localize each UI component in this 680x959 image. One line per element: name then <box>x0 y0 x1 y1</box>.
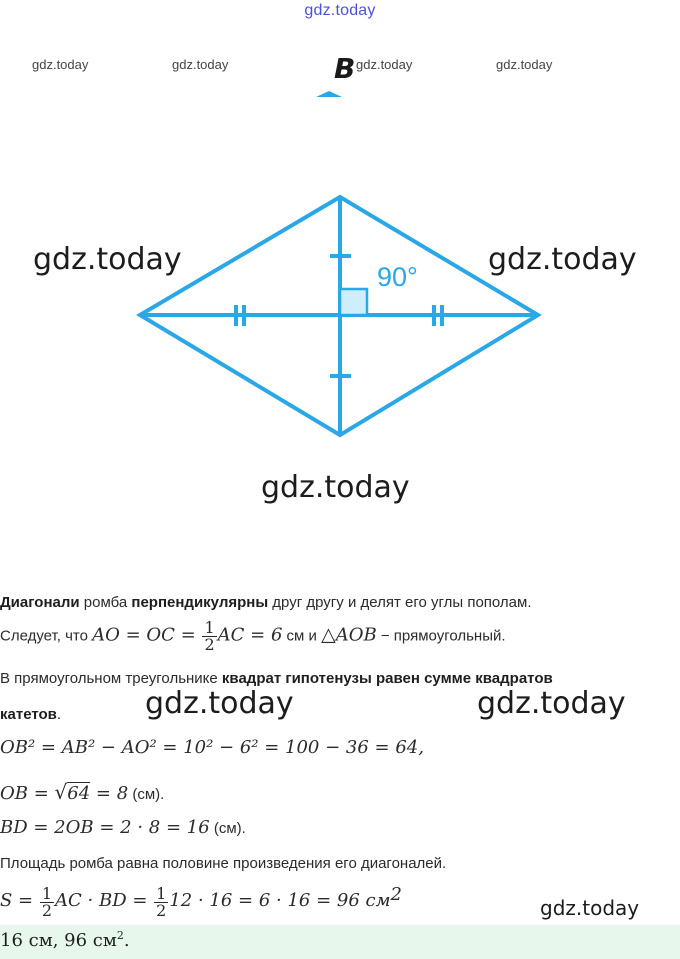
equation-ob: OB = √64 = 8 (см). <box>0 780 165 804</box>
solution-line-1: Диагонали ромба перпендикулярны друг другу и делят его углы пополам. <box>0 594 532 611</box>
rhombus-figure <box>0 180 680 450</box>
vertex-marker <box>316 91 342 97</box>
solution-line-3: В прямоугольном треугольнике квадрат гипотенузы равен сумме квадратов <box>0 670 553 687</box>
angle-label: 90° <box>377 262 418 292</box>
answer-text: 16 см, 96 $см^2$. <box>0 929 130 951</box>
equation-ob-squared: OB² = AB² − AO² = 10² − 6² = 100 − 36 = 64, <box>0 737 424 758</box>
equation-bd: BD = 2OB = 2 · 8 = 16 (см). <box>0 817 246 838</box>
right-angle-marker <box>340 289 367 315</box>
watermark-small-2: gdz.today <box>172 57 229 72</box>
fraction-half: $\frac{1}{2}$ <box>204 618 215 654</box>
watermark-small-4: gdz.today <box>496 57 553 72</box>
equation-area: S = $\frac{1}{2}$ AC · BD = $\frac{1}{2}$ 12 · 16 = 6 · 16 = 96 $см^2$ <box>0 883 402 920</box>
watermark-small-3: gdz.today <box>356 57 413 72</box>
watermark-bottom-right: gdz.today <box>540 896 640 920</box>
watermark-big-left: gdz.today <box>33 242 182 277</box>
watermark-top: gdz.today <box>304 2 376 19</box>
solution-line-4: катетов. <box>0 706 62 723</box>
answer-box <box>0 925 680 959</box>
watermark-big-bottom: gdz.today <box>261 470 410 505</box>
solution-line-5: Площадь ромба равна половине произведения его диагоналей. <box>0 855 447 872</box>
watermark-big-text-right: gdz.today <box>477 686 626 721</box>
watermark-big-text-left: gdz.today <box>145 686 294 721</box>
watermark-big-right: gdz.today <box>488 242 637 277</box>
watermark-small-1: gdz.today <box>32 57 89 72</box>
vertex-label-b: B <box>334 52 356 85</box>
solution-line-2: Следует, что AO = OC = $\frac{1}{2}$ AC = 6 см и △AOB − прямоугольный. <box>0 618 506 654</box>
